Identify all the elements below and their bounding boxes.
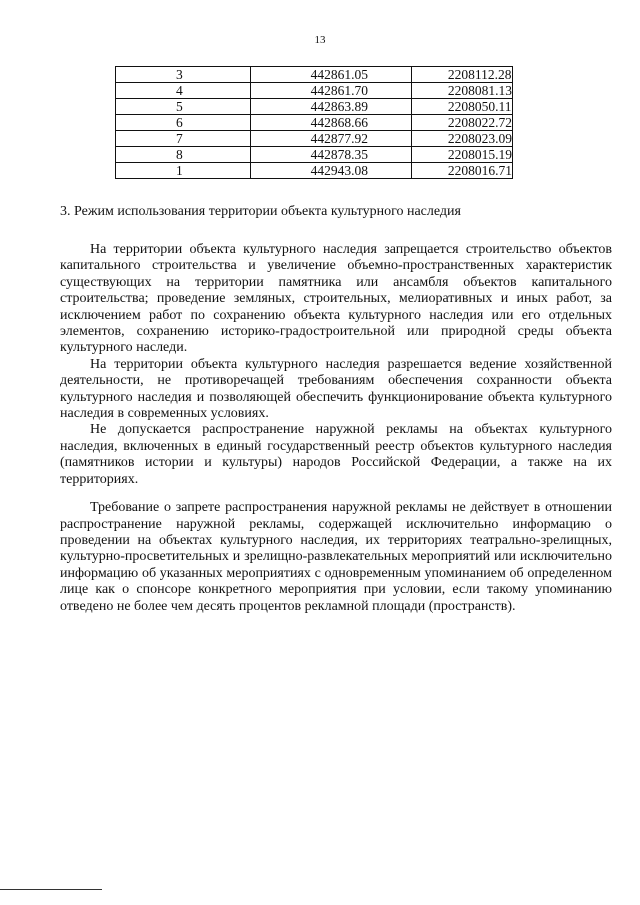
y-coordinate-cell: 2208016.71 bbox=[411, 163, 512, 179]
paragraph: Требование о запрете распространения наружной рекламы не действует в отношении распространение наружной рекламы, содержащей исключительно информацию о проведении на объектах культурного наследия, их территориях театрально-зрелищных, культурно-просветительных и зрелищно-развлекательных мероприятий или исключительно информацию об указанных мероприятиях с одновременным упоминанием об определенном лице как о спонсоре конкретного мероприятия при условии, если такому упоминанию отведено не более чем десять процентов рекламной площади (пространств). bbox=[60, 500, 612, 614]
coordinates-table bbox=[115, 66, 513, 179]
table-row bbox=[116, 115, 513, 131]
table-row bbox=[116, 83, 513, 99]
y-coordinate-cell: 2208022.72 bbox=[411, 115, 512, 131]
table-row bbox=[116, 67, 513, 83]
point-number-cell: 5 bbox=[116, 99, 251, 115]
page-number: 13 bbox=[314, 34, 326, 46]
paragraph: Не допускается распространение наружной рекламы на объектах культурного наследия, включенных в единый государственный реестр объектов культурного наследия (памятников истории и культуры) народов Российской Федерации, а также на их территориях. bbox=[60, 422, 612, 487]
x-coordinate-cell: 442868.66 bbox=[250, 115, 411, 131]
point-number-cell: 8 bbox=[116, 147, 251, 163]
table-row bbox=[116, 131, 513, 147]
y-coordinate-cell: 2208112.28 bbox=[411, 67, 512, 83]
x-coordinate-cell: 442877.92 bbox=[250, 131, 411, 147]
table-row bbox=[116, 99, 513, 115]
x-coordinate-cell: 442861.05 bbox=[250, 67, 411, 83]
x-coordinate-cell: 442878.35 bbox=[250, 147, 411, 163]
point-number-cell: 1 bbox=[116, 163, 251, 179]
point-number-cell: 7 bbox=[116, 131, 251, 147]
section-body bbox=[60, 242, 612, 615]
x-coordinate-cell: 442943.08 bbox=[250, 163, 411, 179]
x-coordinate-cell: 442863.89 bbox=[250, 99, 411, 115]
section-heading: 3. Режим использования территории объекта культурного наследия bbox=[60, 204, 461, 219]
y-coordinate-cell: 2208023.09 bbox=[411, 131, 512, 147]
y-coordinate-cell: 2208050.11 bbox=[411, 99, 512, 115]
y-coordinate-cell: 2208081.13 bbox=[411, 83, 512, 99]
x-coordinate-cell: 442861.70 bbox=[250, 83, 411, 99]
y-coordinate-cell: 2208015.19 bbox=[411, 147, 512, 163]
paragraph: На территории объекта культурного наследия разрешается ведение хозяйственной деятельности, не противоречащей требованиям обеспечения сохранности объекта культурного наследия и позволяющей обеспечить функционирование объекта культурного наследия в современных условиях. bbox=[60, 356, 612, 422]
table-row bbox=[116, 147, 513, 163]
footnote-separator bbox=[0, 889, 102, 890]
point-number-cell: 6 bbox=[116, 115, 251, 131]
paragraph: На территории объекта культурного наследия запрещается строительство объектов капитального строительства и увеличение объемно-пространственных характеристик существующих на территории памятника или ансамбля объектов капитального строительства; проведение земляных, строительных, мелиоративных и иных работ, за исключением работ по сохранению объекта культурного наследия или его отдельных элементов, сохранению историко-градостроительной или природной среды объекта культурного наследи. bbox=[60, 242, 612, 356]
table-row bbox=[116, 163, 513, 179]
point-number-cell: 4 bbox=[116, 83, 251, 99]
point-number-cell: 3 bbox=[116, 67, 251, 83]
